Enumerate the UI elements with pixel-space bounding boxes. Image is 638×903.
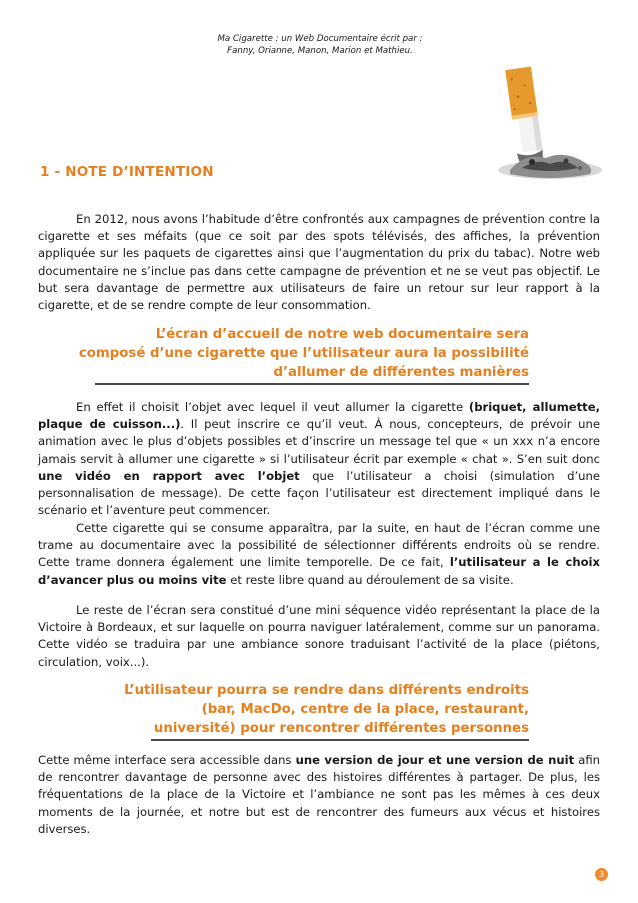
paragraph-text [38, 752, 600, 838]
bold-run: une vidéo en rapport avec l’objet [38, 468, 300, 483]
text-run: que l’utilisateur a choisi (simulation d’une personnalisation de message). De cette façon l’utilisateur est directement impliqué dans le scénario et l’aventure peut commencer. [38, 468, 600, 518]
text-run: afin de rencontrer davantage de personne avec des histoires différentes à partager. De plus, les fréquentations de la place de la Victoire et l’ambiance ne sont pas les mêmes à ces deux moments de la journée, et notre but est de rencontrer des fumeurs aux vécus et histoires diverses. [38, 753, 600, 836]
bold-run: (briquet, allumette, plaque de cuisson...) [38, 400, 600, 432]
paragraph-text [38, 399, 600, 519]
paragraph-text [38, 520, 600, 589]
quote-line: L’écran d’accueil de notre web documentaire sera [155, 327, 529, 342]
header-line-1: Ma Cigarette : un Web Documentaire écrit par : [217, 34, 423, 44]
bold-run: l’utilisateur a le choix d’avancer plus ou moins vite [38, 555, 600, 587]
quote-underline [151, 739, 529, 741]
paragraph-text: En 2012, nous avons l’habitude d’être confrontés aux campagnes de prévention contre la cigarette et ses méfaits (que ce soit par des spots télévisés, des affiches, la prévention appliquée sur les paquets de cigarettes ainsi que l’augmentation du prix du tabac). Notre web documentaire ne s’inclue pas dans cette campagne de prévention et ne se veut pas objectif. Le but sera davantage de permettre aux utilisateurs de faire un retour sur leur rapport à la cigarette, et de se rendre compte de leur consommation. [38, 212, 600, 313]
section-title: 1 - NOTE D’INTENTION [40, 164, 214, 180]
paragraph-intention [38, 211, 600, 314]
text-run: En effet il choisit l’objet avec lequel il veut allumer la cigarette [76, 400, 469, 414]
header-line-2: Fanny, Orianne, Manon, Marion et Mathieu. [227, 46, 413, 56]
cigarette-butt-icon [480, 58, 625, 193]
paragraph-allumage [38, 399, 600, 519]
paragraph-trame [38, 520, 600, 589]
quote-line: composé d’une cigarette que l’utilisateur aura la possibilité [78, 346, 529, 361]
document-header [170, 33, 470, 57]
quote-line: d’allumer de différentes manières [273, 365, 529, 380]
quote-underline [95, 383, 529, 385]
text-run: et reste libre quand au déroulement de sa visite. [226, 572, 514, 587]
paragraph-panorama [38, 602, 600, 671]
pull-quote-accueil [79, 325, 529, 382]
pull-quote-endroits [124, 681, 529, 738]
text-run: Cette cigarette qui se consume apparaîtra, par la suite, en haut de l’écran comme une trame au documentaire avec la possibilité de sélectionner différents endroits où se rendre. Cette trame donnera également une limite temporelle. De ce fait, [38, 521, 600, 570]
bold-run: une version de jour et une version de nuit [295, 753, 575, 767]
text-run: . Il peut inscrire ce qu’il veut. À nous, concepteurs, de prévoir une animation avec le plus d’objets possibles et d’inscrire un message tel que « un xxx n’a encore jamais servit à allumer une cigarette » si l’utilisateur écrit par exemple « chat ». S’en suit donc [38, 417, 600, 466]
quote-line: (bar, MacDo, centre de la place, restaurant, [201, 702, 529, 717]
page-number-badge: 3 [595, 868, 608, 881]
paragraph-jour-nuit [38, 752, 600, 838]
quote-line: université) pour rencontrer différentes personnes [153, 721, 529, 736]
paragraph-text: Le reste de l’écran sera constitué d’une mini séquence vidéo représentant la place de la Victoire à Bordeaux, et sur laquelle on pourra naviguer latéralement, comme sur un panorama. Cette vidéo se traduira par une ambiance sonore traduisant l’activité de la place (piétons, circulation, voix...). [38, 603, 600, 669]
text-run: Cette même interface sera accessible dans [38, 753, 296, 767]
quote-line: L’utilisateur pourra se rendre dans différents endroits [124, 683, 529, 698]
